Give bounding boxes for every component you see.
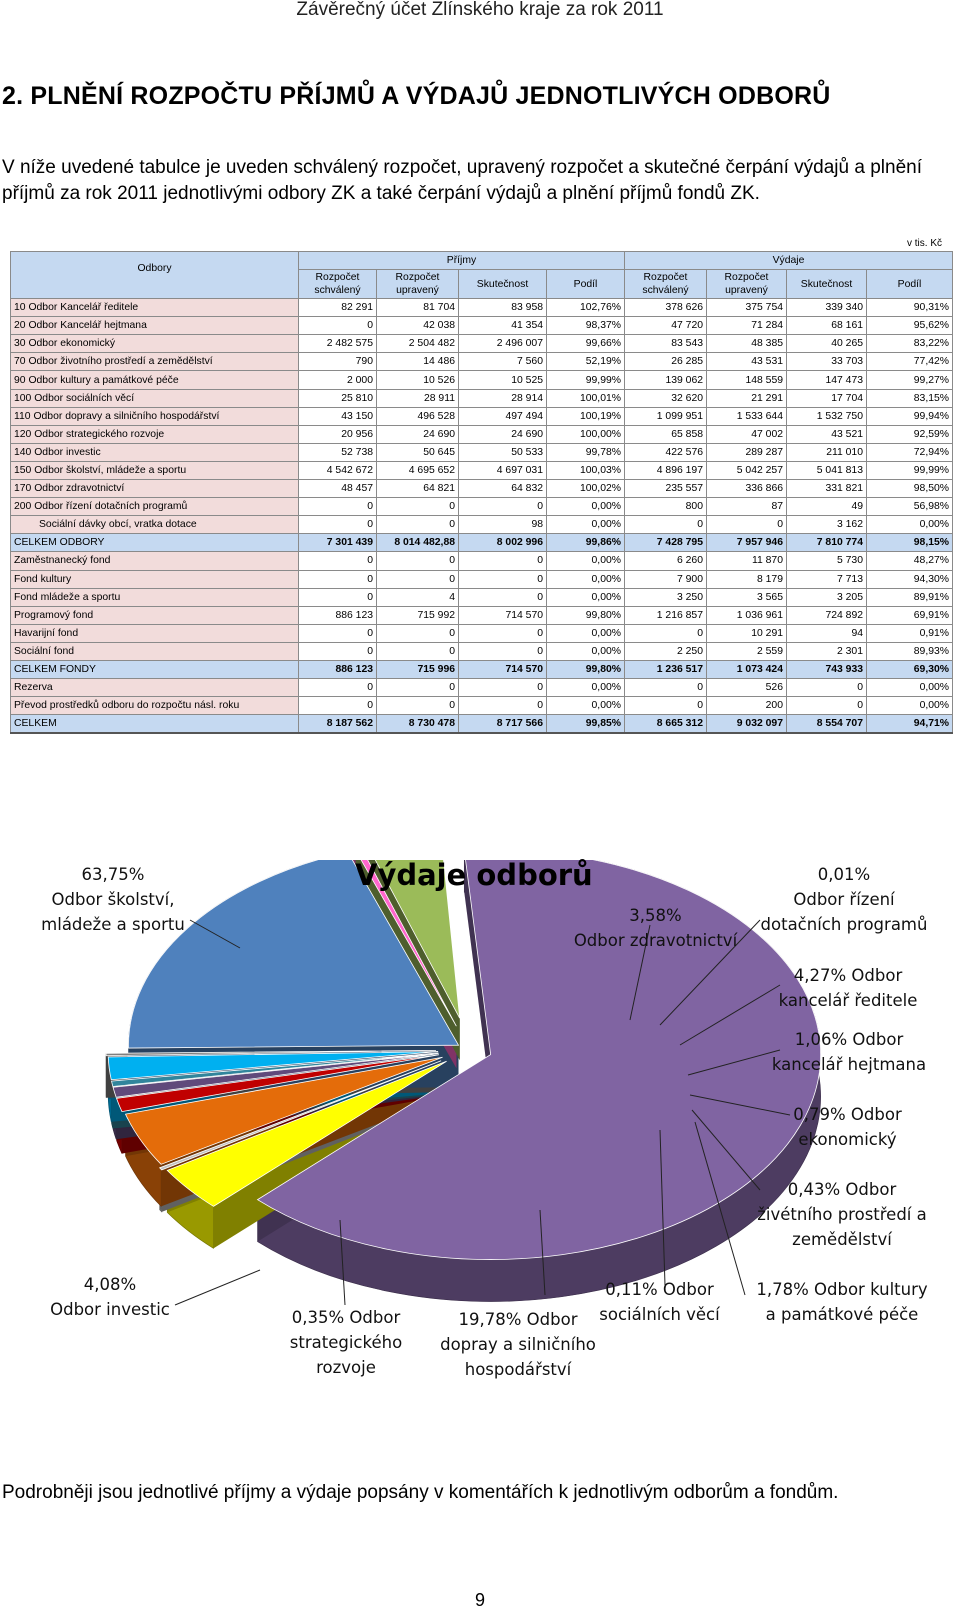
row-cell: 497 494 xyxy=(459,407,547,425)
row-name: 100 Odbor sociálních věcí xyxy=(11,389,299,407)
row-cell: 68 161 xyxy=(787,317,867,335)
row-cell: 8 730 478 xyxy=(377,715,459,734)
row-cell: 0 xyxy=(459,498,547,516)
row-cell: 10 525 xyxy=(459,371,547,389)
label-dotace xyxy=(758,862,930,937)
row-cell: 99,94% xyxy=(867,407,953,425)
row-cell: 790 xyxy=(299,353,377,371)
row-name: Fond mládeže a sportu xyxy=(11,588,299,606)
table-row xyxy=(11,606,953,624)
row-name: 170 Odbor zdravotnictví xyxy=(11,480,299,498)
label-doprava xyxy=(438,1307,598,1382)
label-ekonomicky-name: Odbor ekonomický xyxy=(798,1105,902,1149)
row-cell: 0 xyxy=(377,498,459,516)
row-cell: 4 xyxy=(377,588,459,606)
row-cell: 714 570 xyxy=(459,606,547,624)
table-row xyxy=(11,570,953,588)
row-cell: 0,00% xyxy=(547,516,625,534)
row-cell: 0 xyxy=(459,624,547,642)
row-cell: 87 xyxy=(707,498,787,516)
row-cell: 28 911 xyxy=(377,389,459,407)
label-investice-pct: 4,08% xyxy=(83,1275,137,1294)
row-cell: 2 301 xyxy=(787,642,867,660)
label-strategie xyxy=(285,1305,407,1380)
label-kultura-pct: 1,78% xyxy=(756,1280,809,1299)
row-cell: 100,00% xyxy=(547,425,625,443)
row-cell: 724 892 xyxy=(787,606,867,624)
row-cell: 28 914 xyxy=(459,389,547,407)
row-cell: 0 xyxy=(299,588,377,606)
row-cell: 99,80% xyxy=(547,606,625,624)
row-cell: 886 123 xyxy=(299,606,377,624)
row-cell: 77,42% xyxy=(867,353,953,371)
row-name: Rezerva xyxy=(11,679,299,697)
row-cell: 69,30% xyxy=(867,660,953,678)
row-cell: 0 xyxy=(299,516,377,534)
row-cell: 1 533 644 xyxy=(707,407,787,425)
row-cell: 8 187 562 xyxy=(299,715,377,734)
row-cell: 375 754 xyxy=(707,299,787,317)
label-kultura xyxy=(752,1277,932,1327)
label-skolstvi-pct: 63,75% xyxy=(81,865,145,884)
row-cell: 69,91% xyxy=(867,606,953,624)
row-cell: 98 xyxy=(459,516,547,534)
label-doprava-name: Odbor dopray a silničního hospodářství xyxy=(440,1310,596,1379)
row-name: 30 Odbor ekonomický xyxy=(11,335,299,353)
label-reditel xyxy=(778,963,918,1013)
row-cell: 95,62% xyxy=(867,317,953,335)
label-investice-name: Odbor investic xyxy=(50,1300,170,1319)
label-investice xyxy=(45,1272,175,1322)
row-cell: 2 496 007 xyxy=(459,335,547,353)
row-cell: 100,19% xyxy=(547,407,625,425)
row-name: 140 Odbor investic xyxy=(11,443,299,461)
table-row xyxy=(11,660,953,678)
col-vydaje-upraveny: Rozpočet upravený xyxy=(707,270,787,299)
row-cell: 7 810 774 xyxy=(787,534,867,552)
row-cell: 99,85% xyxy=(547,715,625,734)
row-cell: 235 557 xyxy=(625,480,707,498)
row-cell: 4 896 197 xyxy=(625,461,707,479)
label-strategie-pct: 0,35% xyxy=(291,1308,345,1327)
row-cell: 8 665 312 xyxy=(625,715,707,734)
table-row xyxy=(11,335,953,353)
row-cell: 99,86% xyxy=(547,534,625,552)
row-cell: 71 284 xyxy=(707,317,787,335)
row-cell: 47 720 xyxy=(625,317,707,335)
budget-table xyxy=(10,251,953,734)
row-cell: 0,00% xyxy=(547,697,625,715)
row-cell: 8 002 996 xyxy=(459,534,547,552)
row-cell: 7 428 795 xyxy=(625,534,707,552)
row-cell: 715 992 xyxy=(377,606,459,624)
label-dotace-name: Odbor řízení dotačních programů xyxy=(760,890,928,934)
row-cell: 7 713 xyxy=(787,570,867,588)
table-row xyxy=(11,407,953,425)
row-cell: 7 560 xyxy=(459,353,547,371)
row-cell: 43 531 xyxy=(707,353,787,371)
table-row xyxy=(11,425,953,443)
row-cell: 24 690 xyxy=(377,425,459,443)
row-cell: 98,37% xyxy=(547,317,625,335)
chart-title: Výdaje odborů xyxy=(355,858,593,892)
row-cell: 0,00% xyxy=(547,570,625,588)
row-name: Zaměstnanecký fond xyxy=(11,552,299,570)
row-cell: 526 xyxy=(707,679,787,697)
row-cell: 496 528 xyxy=(377,407,459,425)
row-name: CELKEM xyxy=(11,715,299,734)
row-cell: 94,71% xyxy=(867,715,953,734)
label-zivotni xyxy=(752,1177,932,1252)
row-cell: 81 704 xyxy=(377,299,459,317)
row-cell: 0,00% xyxy=(547,498,625,516)
row-cell: 100,01% xyxy=(547,389,625,407)
row-cell: 98,50% xyxy=(867,480,953,498)
row-cell: 92,59% xyxy=(867,425,953,443)
row-cell: 11 870 xyxy=(707,552,787,570)
row-cell: 0,91% xyxy=(867,624,953,642)
row-cell: 82 291 xyxy=(299,299,377,317)
row-cell: 8 717 566 xyxy=(459,715,547,734)
row-cell: 1 216 857 xyxy=(625,606,707,624)
row-cell: 289 287 xyxy=(707,443,787,461)
row-cell: 0 xyxy=(377,697,459,715)
row-cell: 378 626 xyxy=(625,299,707,317)
row-name: Převod prostředků odboru do rozpočtu násl. roku xyxy=(11,697,299,715)
row-cell: 72,94% xyxy=(867,443,953,461)
row-cell: 89,91% xyxy=(867,588,953,606)
label-zivotni-pct: 0,43% xyxy=(787,1180,841,1199)
row-cell: 211 010 xyxy=(787,443,867,461)
row-cell: 715 996 xyxy=(377,660,459,678)
row-cell: 52,19% xyxy=(547,353,625,371)
table-row xyxy=(11,642,953,660)
row-cell: 0 xyxy=(299,679,377,697)
table-row xyxy=(11,461,953,479)
row-name: Sociální fond xyxy=(11,642,299,660)
label-reditel-pct: 4,27% xyxy=(793,966,847,985)
label-hejtman-name: Odbor kancelář hejtmana xyxy=(771,1030,927,1074)
label-socialni-name: Odbor sociálních věcí xyxy=(599,1280,720,1324)
row-cell: 0 xyxy=(377,552,459,570)
row-name: 90 Odbor kultury a památkové péče xyxy=(11,371,299,389)
table-row xyxy=(11,516,953,534)
row-cell: 14 486 xyxy=(377,353,459,371)
row-cell: 2 000 xyxy=(299,371,377,389)
row-cell: 0 xyxy=(299,697,377,715)
row-cell: 2 559 xyxy=(707,642,787,660)
label-kultura-name: Odbor kultury a památkové péče xyxy=(765,1280,928,1324)
row-cell: 50 645 xyxy=(377,443,459,461)
row-name: 110 Odbor dopravy a silničního hospodářství xyxy=(11,407,299,425)
row-cell: 56,98% xyxy=(867,498,953,516)
row-cell: 0 xyxy=(787,697,867,715)
table-row xyxy=(11,715,953,734)
row-cell: 8 014 482,88 xyxy=(377,534,459,552)
row-cell: 743 933 xyxy=(787,660,867,678)
row-name: Sociální dávky obcí, vratka dotace xyxy=(11,516,299,534)
row-name: 70 Odbor životního prostředí a zemědělství xyxy=(11,353,299,371)
row-cell: 422 576 xyxy=(625,443,707,461)
row-cell: 0,00% xyxy=(547,624,625,642)
row-cell: 43 150 xyxy=(299,407,377,425)
row-cell: 3 205 xyxy=(787,588,867,606)
row-cell: 2 250 xyxy=(625,642,707,660)
row-name: Programový fond xyxy=(11,606,299,624)
col-vydaje-schvaleny: Rozpočet schválený xyxy=(625,270,707,299)
row-cell: 339 340 xyxy=(787,299,867,317)
row-cell: 5 041 813 xyxy=(787,461,867,479)
label-ekonomicky xyxy=(790,1102,905,1152)
row-cell: 83,22% xyxy=(867,335,953,353)
row-cell: 32 620 xyxy=(625,389,707,407)
col-prijmy-podil: Podíl xyxy=(547,270,625,299)
table-row xyxy=(11,317,953,335)
row-cell: 8 179 xyxy=(707,570,787,588)
row-cell: 0 xyxy=(377,642,459,660)
row-cell: 65 858 xyxy=(625,425,707,443)
row-cell: 100,02% xyxy=(547,480,625,498)
row-cell: 0 xyxy=(299,498,377,516)
row-cell: 20 956 xyxy=(299,425,377,443)
row-cell: 48,27% xyxy=(867,552,953,570)
row-cell: 0 xyxy=(459,552,547,570)
row-name: 10 Odbor Kancelář ředitele xyxy=(11,299,299,317)
row-cell: 0 xyxy=(377,516,459,534)
row-name: CELKEM FONDY xyxy=(11,660,299,678)
footer-note: Podrobněji jsou jednotlivé příjmy a výdaje popsány v komentářích k jednotlivým odborům a fondům. xyxy=(2,1482,839,1503)
table-row xyxy=(11,480,953,498)
row-cell: 0,00% xyxy=(547,679,625,697)
page-header: Závěrečný účet Zlínského kraje za rok 2011 xyxy=(296,0,664,20)
row-cell: 139 062 xyxy=(625,371,707,389)
row-cell: 4 542 672 xyxy=(299,461,377,479)
table-row xyxy=(11,498,953,516)
table-row xyxy=(11,299,953,317)
label-socialni-pct: 0,11% xyxy=(605,1280,658,1299)
group-vydaje: Výdaje xyxy=(625,252,953,270)
row-cell: 4 695 652 xyxy=(377,461,459,479)
group-prijmy: Příjmy xyxy=(299,252,625,270)
row-cell: 0,00% xyxy=(867,516,953,534)
row-cell: 26 285 xyxy=(625,353,707,371)
table-row xyxy=(11,679,953,697)
row-cell: 1 532 750 xyxy=(787,407,867,425)
row-cell: 0 xyxy=(459,679,547,697)
row-cell: 886 123 xyxy=(299,660,377,678)
label-zdravotnictvi xyxy=(573,903,738,953)
row-cell: 10 291 xyxy=(707,624,787,642)
row-cell: 200 xyxy=(707,697,787,715)
col-vydaje-skutecnost: Skutečnost xyxy=(787,270,867,299)
col-prijmy-upraveny: Rozpočet upravený xyxy=(377,270,459,299)
row-cell: 89,93% xyxy=(867,642,953,660)
row-name: 150 Odbor školství, mládeže a sportu xyxy=(11,461,299,479)
row-cell: 0,00% xyxy=(547,642,625,660)
col-vydaje-podil: Podíl xyxy=(867,270,953,299)
page-number: 9 xyxy=(474,1590,485,1610)
row-name: Fond kultury xyxy=(11,570,299,588)
row-cell: 90,31% xyxy=(867,299,953,317)
row-cell: 99,66% xyxy=(547,335,625,353)
row-cell: 0 xyxy=(299,642,377,660)
section-heading: 2. PLNĚNÍ ROZPOČTU PŘÍJMŮ A VÝDAJŮ JEDNOTLIVÝCH ODBORŮ xyxy=(2,82,831,110)
row-cell: 99,27% xyxy=(867,371,953,389)
row-cell: 2 504 482 xyxy=(377,335,459,353)
row-cell: 99,99% xyxy=(547,371,625,389)
row-cell: 0 xyxy=(299,317,377,335)
unit-note: v tis. Kč xyxy=(907,238,943,249)
row-cell: 147 473 xyxy=(787,371,867,389)
row-name: CELKEM ODBORY xyxy=(11,534,299,552)
row-cell: 0 xyxy=(377,570,459,588)
row-cell: 83 543 xyxy=(625,335,707,353)
row-cell: 94,30% xyxy=(867,570,953,588)
col-prijmy-schvaleny: Rozpočet schválený xyxy=(299,270,377,299)
row-cell: 24 690 xyxy=(459,425,547,443)
label-zdravotnictvi-name: Odbor zdravotnictví xyxy=(573,931,738,950)
label-reditel-name: Odbor kancelář ředitele xyxy=(778,966,918,1010)
row-cell: 99,78% xyxy=(547,443,625,461)
row-cell: 64 832 xyxy=(459,480,547,498)
row-cell: 94 xyxy=(787,624,867,642)
label-zdravotnictvi-pct: 3,58% xyxy=(629,906,682,925)
row-cell: 0 xyxy=(625,516,707,534)
row-cell: 21 291 xyxy=(707,389,787,407)
row-cell: 5 042 257 xyxy=(707,461,787,479)
label-doprava-pct: 19,78% xyxy=(458,1310,522,1329)
row-name: 20 Odbor Kancelář hejtmana xyxy=(11,317,299,335)
row-cell: 0 xyxy=(377,624,459,642)
label-skolstvi xyxy=(38,862,188,937)
row-cell: 3 565 xyxy=(707,588,787,606)
row-cell: 40 265 xyxy=(787,335,867,353)
row-cell: 5 730 xyxy=(787,552,867,570)
intro-paragraph: V níže uvedené tabulce je uveden schválený rozpočet, upravený rozpočet a skutečné čerpání výdajů a plnění příjmů za rok 2011 jednotlivými odbory ZK a také čerpání výdajů a plnění příjmů fondů ZK. xyxy=(2,157,922,204)
row-cell: 0,00% xyxy=(867,679,953,697)
row-cell: 0 xyxy=(625,624,707,642)
row-cell: 0 xyxy=(787,679,867,697)
row-cell: 0 xyxy=(299,570,377,588)
row-cell: 714 570 xyxy=(459,660,547,678)
row-cell: 0 xyxy=(299,552,377,570)
row-cell: 0 xyxy=(625,697,707,715)
leader-line xyxy=(175,1270,260,1305)
row-cell: 48 457 xyxy=(299,480,377,498)
table-row xyxy=(11,624,953,642)
row-cell: 99,99% xyxy=(867,461,953,479)
row-cell: 98,15% xyxy=(867,534,953,552)
label-ekonomicky-pct: 0,79% xyxy=(793,1105,846,1124)
label-hejtman xyxy=(770,1027,928,1077)
row-cell: 0 xyxy=(377,679,459,697)
row-cell: 83,15% xyxy=(867,389,953,407)
row-cell: 336 866 xyxy=(707,480,787,498)
row-cell: 41 354 xyxy=(459,317,547,335)
table-row xyxy=(11,552,953,570)
table-row xyxy=(11,534,953,552)
row-cell: 83 958 xyxy=(459,299,547,317)
row-name: Havarijní fond xyxy=(11,624,299,642)
row-cell: 4 697 031 xyxy=(459,461,547,479)
row-cell: 8 554 707 xyxy=(787,715,867,734)
row-cell: 10 526 xyxy=(377,371,459,389)
row-cell: 47 002 xyxy=(707,425,787,443)
label-socialni xyxy=(597,1277,722,1327)
row-cell: 9 032 097 xyxy=(707,715,787,734)
table-row xyxy=(11,588,953,606)
row-name: 120 Odbor strategického rozvoje xyxy=(11,425,299,443)
row-cell: 49 xyxy=(787,498,867,516)
label-hejtman-pct: 1,06% xyxy=(794,1030,848,1049)
row-cell: 0,00% xyxy=(547,552,625,570)
row-cell: 1 036 961 xyxy=(707,606,787,624)
label-strategie-name: Odbor strategického rozvoje xyxy=(289,1308,403,1377)
row-cell: 1 236 517 xyxy=(625,660,707,678)
row-cell: 102,76% xyxy=(547,299,625,317)
table-row xyxy=(11,389,953,407)
row-cell: 33 703 xyxy=(787,353,867,371)
table-row xyxy=(11,371,953,389)
row-cell: 52 738 xyxy=(299,443,377,461)
row-cell: 1 099 951 xyxy=(625,407,707,425)
col-odbory: Odbory xyxy=(11,252,299,299)
label-zivotni-name: Odbor živétního prostředí a zemědělství xyxy=(757,1180,927,1249)
row-cell: 43 521 xyxy=(787,425,867,443)
row-cell: 17 704 xyxy=(787,389,867,407)
row-cell: 0 xyxy=(459,642,547,660)
row-cell: 6 260 xyxy=(625,552,707,570)
row-cell: 148 559 xyxy=(707,371,787,389)
row-cell: 0,00% xyxy=(867,697,953,715)
row-cell: 800 xyxy=(625,498,707,516)
row-cell: 3 250 xyxy=(625,588,707,606)
table-body xyxy=(11,299,953,734)
row-cell: 42 038 xyxy=(377,317,459,335)
table-row xyxy=(11,353,953,371)
col-prijmy-skutecnost: Skutečnost xyxy=(459,270,547,299)
table-row xyxy=(11,443,953,461)
row-cell: 0 xyxy=(459,570,547,588)
row-cell: 25 810 xyxy=(299,389,377,407)
row-cell: 0,00% xyxy=(547,588,625,606)
row-cell: 0 xyxy=(707,516,787,534)
row-cell: 0 xyxy=(299,624,377,642)
row-cell: 0 xyxy=(459,697,547,715)
row-cell: 0 xyxy=(459,588,547,606)
row-cell: 64 821 xyxy=(377,480,459,498)
row-cell: 50 533 xyxy=(459,443,547,461)
row-cell: 99,80% xyxy=(547,660,625,678)
label-dotace-pct: 0,01% xyxy=(817,865,871,884)
row-cell: 48 385 xyxy=(707,335,787,353)
row-cell: 7 900 xyxy=(625,570,707,588)
row-cell: 331 821 xyxy=(787,480,867,498)
row-name: 200 Odbor řízení dotačních programů xyxy=(11,498,299,516)
row-cell: 7 301 439 xyxy=(299,534,377,552)
label-skolstvi-name: Odbor školství, mládeže a sportu xyxy=(41,890,185,934)
row-cell: 0 xyxy=(625,679,707,697)
row-cell: 1 073 424 xyxy=(707,660,787,678)
table-row xyxy=(11,697,953,715)
row-cell: 7 957 946 xyxy=(707,534,787,552)
row-cell: 3 162 xyxy=(787,516,867,534)
row-cell: 2 482 575 xyxy=(299,335,377,353)
row-cell: 100,03% xyxy=(547,461,625,479)
